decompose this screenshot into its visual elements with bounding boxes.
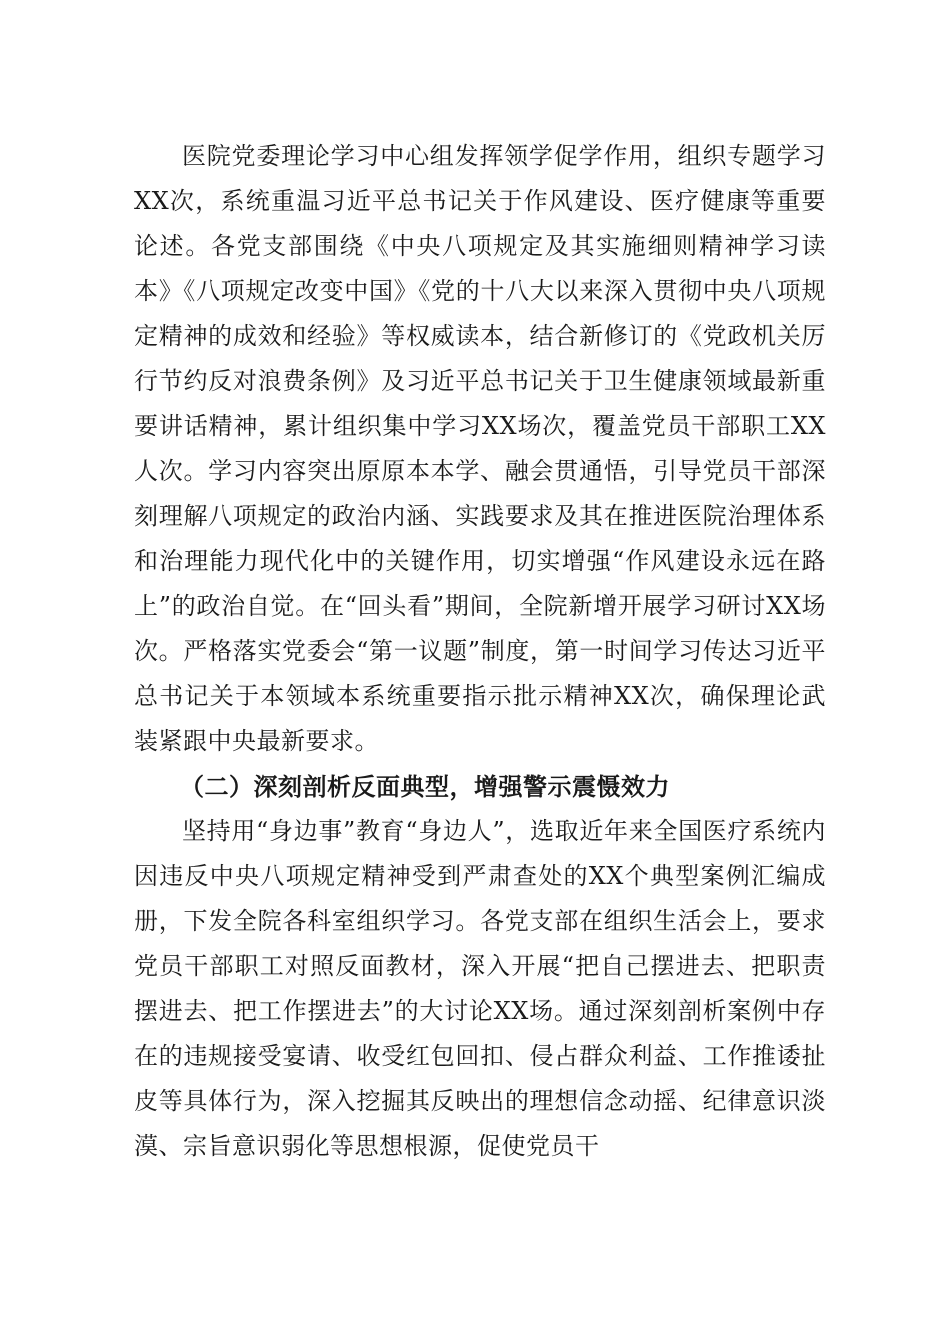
body-paragraph-2: 坚持用“身边事”教育“身边人”，选取近年来全国医疗系统内因违反中央八项规定精神受到严肃查处的XX个典型案例汇编成册，下发全院各科室组织学习。各党支部在组织生活会上，要求党员干部职工对照反面教材，深入开展“把自己摆进去、把职责摆进去、把工作摆进去”的大讨论XX场。通过深刻剖析案例中存在的违规接受宴请、收受红包回扣、侵占群众利益、工作推诿扯皮等具体行为，深入挖掘其反映出的理想信念动摇、纪律意识淡漠、宗旨意识弱化等思想根源，促使党员干 [134,817,826,1160]
section-heading: （二）深刻剖析反面典型，增强警示震慑效力 [180,772,670,801]
document-page [134,134,826,1169]
body-paragraph-1: 医院党委理论学习中心组发挥领学促学作用，组织专题学习XX次，系统重温习近平总书记关于作风建设、医疗健康等重要论述。各党支部围绕《中央八项规定及其实施细则精神学习读本》《八项规定改变中国》《党的十八大以来深入贯彻中央八项规定精神的成效和经验》等权威读本，结合新修订的《党政机关厉行节约反对浪费条例》及习近平总书记关于卫生健康领域最新重要讲话精神，累计组织集中学习XX场次，覆盖党员干部职工XX人次。学习内容突出原原本本学、融会贯通悟，引导党员干部深刻理解八项规定的政治内涵、实践要求及其在推进医院治理体系和治理能力现代化中的关键作用，切实增强“作风建设永远在路上”的政治自觉。在“回头看”期间，全院新增开展学习研讨XX场次。严格落实党委会“第一议题”制度，第一时间学习传达习近平总书记关于本领域本系统重要指示批示精神XX次，确保理论武装紧跟中央最新要求。 [134,142,826,755]
